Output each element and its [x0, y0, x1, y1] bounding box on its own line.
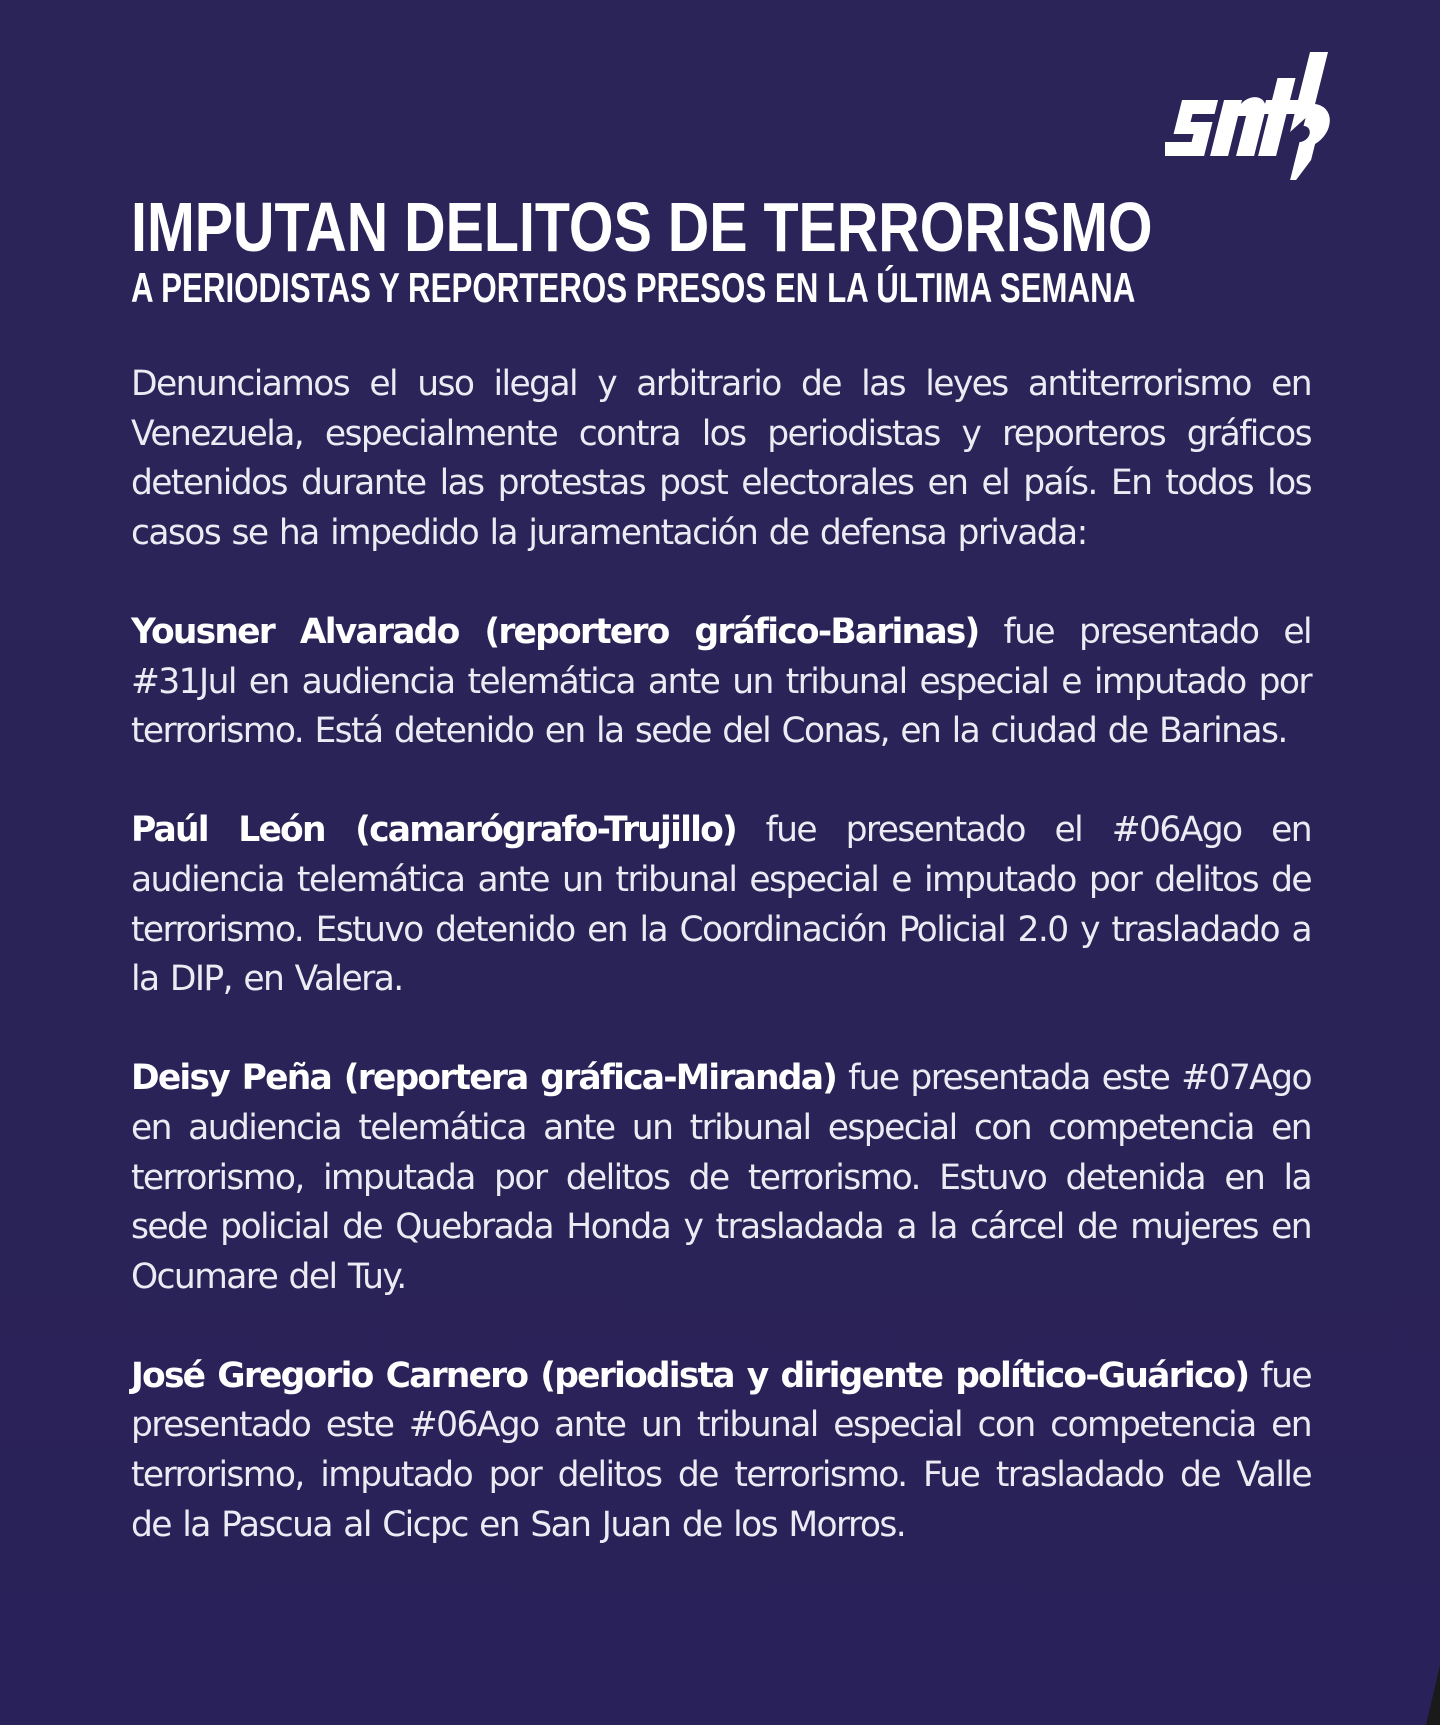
logo-text: sntp — [1160, 48, 1195, 67]
case-paragraph-yousner — [131, 608, 1311, 757]
case-paragraph-paul — [131, 806, 1311, 1004]
case-name: Paúl León (camarógrafo-Trujillo) — [131, 810, 737, 851]
case-text: fue presentado este #06Ago ante un tribunal especial con competencia en terrorismo, imputado por delitos de terrorismo. Fue trasladado de Valle de la Pascua al Cicpc en San Juan de los Morros. — [131, 1355, 1311, 1545]
case-name: Yousner Alvarado (reportero gráfico-Barinas) — [131, 611, 979, 652]
intro-paragraph: Denunciamos el uso ilegal y arbitrario de las leyes antiterrorismo en Venezuela, especialmente contra los periodistas y reporteros gráficos detenidos durante las protestas post electorales en el país. En todos los casos se ha impedido la juramentación de defensa privada: — [131, 364, 1311, 553]
page-title: IMPUTAN DELITOS DE TERRORISMO — [131, 188, 1153, 266]
case-text: fue presentado el #31Jul en audiencia telemática ante un tribunal especial e imputado por terrorismo. Está detenido en la sede del Conas, en la ciudad de Barinas. — [131, 611, 1311, 752]
page-subtitle: A PERIODISTAS Y REPORTEROS PRESOS EN LA ÚLTIMA SEMANA — [131, 264, 1136, 311]
case-name: José Gregorio Carnero (periodista y dirigente político-Guárico) — [131, 1355, 1249, 1396]
headline — [131, 188, 1311, 312]
case-text: fue presentado el #06Ago en audiencia telemática ante un tribunal especial e imputado por delitos de terrorismo. Estuvo detenido en la Coordinación Policial 2.0 y trasladado a la DIP, en Valera. — [131, 810, 1311, 1000]
case-text: fue presentada este #07Ago en audiencia telemática ante un tribunal especial con competencia en terrorismo, imputada por delitos de terrorismo. Estuvo detenida en la sede policial de Quebrada Honda y trasladada a la cárcel de mujeres en Ocumare del Tuy. — [131, 1058, 1311, 1297]
case-name: Deisy Peña (reportera gráfica-Miranda) — [131, 1058, 837, 1099]
article-body — [131, 360, 1311, 1600]
case-paragraph-deisy — [131, 1054, 1311, 1302]
case-paragraph-jose — [131, 1352, 1311, 1550]
sntp-logo-icon — [1165, 48, 1337, 180]
corner-shadow — [1426, 1665, 1440, 1725]
